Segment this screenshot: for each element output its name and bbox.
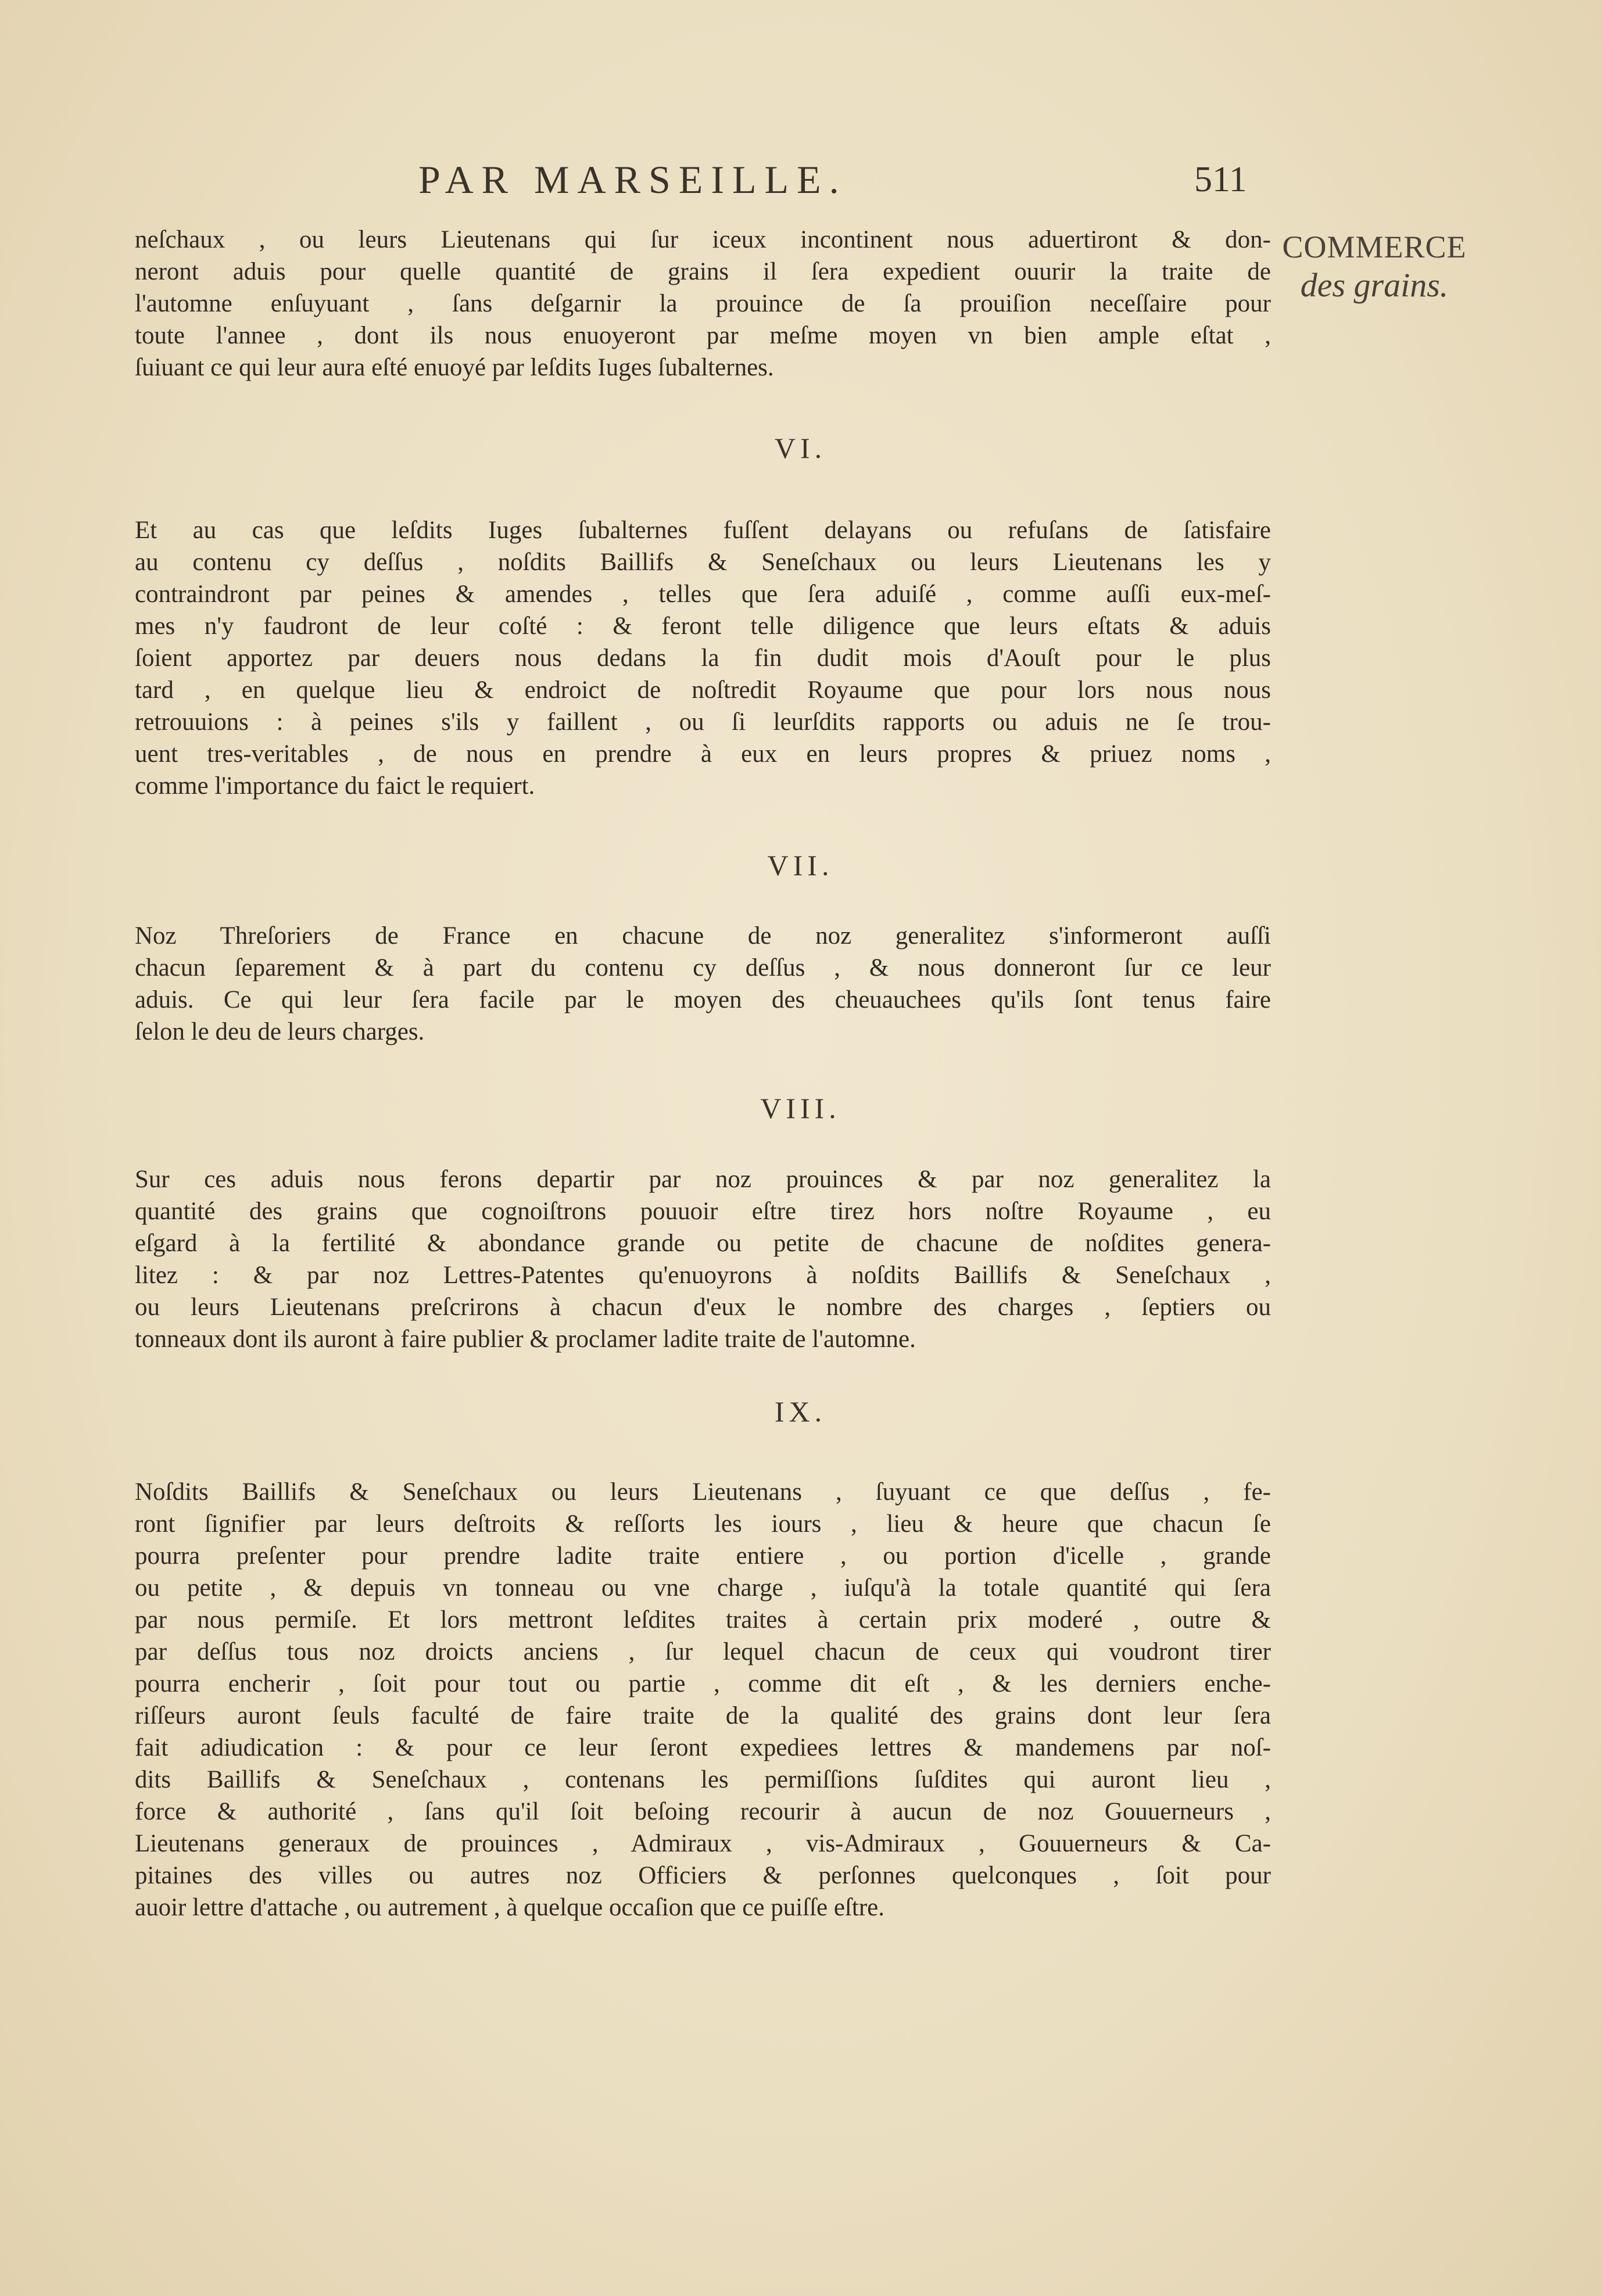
text-line: pourra preſenter pour prendre ladite traite entiere , ou portion d'icelle , grande	[135, 1542, 1271, 1570]
section-heading-vi: VI.	[774, 432, 827, 464]
running-title: PAR MARSEILLE.	[418, 157, 847, 202]
text-line: eſgard à la fertilité & abondance grande ou petite de chacune de noſdites genera-	[135, 1230, 1271, 1257]
text-line: contraindront par peines & amendes , telles que ſera aduiſé , comme auſſi eux-meſ-	[135, 581, 1271, 608]
text-line: Et au cas que leſdits Iuges ſubalternes fuſſent delayans ou refuſans de ſatisfaire	[135, 517, 1271, 544]
text-line: force & authorité , ſans qu'il ſoit beſoing recourir à aucun de noz Gouuerneurs ,	[135, 1798, 1271, 1825]
page-number: 511	[1194, 160, 1247, 199]
section-heading-viii: VIII.	[760, 1092, 841, 1124]
paragraph	[135, 1163, 1271, 1355]
text-line: comme l'importance du faict le requiert.	[135, 772, 535, 800]
text-line: mes n'y faudront de leur coſté : & feront telle diligence que leurs eſtats & aduis	[135, 612, 1271, 640]
text-line: retrouuions : à peines s'ils y faillent , ou ſi leurſdits rapports ou aduis ne ſe trou-	[135, 708, 1271, 736]
paragraph	[135, 224, 1271, 384]
page-header	[0, 157, 1601, 221]
text-line: l'automne enſuyuant , ſans deſgarnir la prouince de ſa prouiſion neceſſaire pour	[135, 290, 1271, 317]
text-line: ſoient apportez par deuers nous dedans la fin dudit mois d'Aouſt pour le plus	[135, 644, 1271, 672]
text-line: par nous permiſe. Et lors mettront leſdites traites à certain prix moderé , outre &	[135, 1606, 1271, 1634]
paragraph-vii	[135, 920, 1271, 1048]
text-line: Noſdits Baillifs & Seneſchaux ou leurs Lieutenans , ſuyuant ce que deſſus , fe-	[135, 1478, 1271, 1506]
text-line: uent tres-veritables , de nous en prendre à eux en leurs propres & priuez noms ,	[135, 740, 1271, 768]
text-line: riſſeurs auront ſeuls faculté de faire traite de la qualité des grains dont leur ſera	[135, 1702, 1271, 1729]
text-line: pourra encherir , ſoit pour tout ou partie , comme dit eſt , & les derniers enche-	[135, 1670, 1271, 1697]
text-line: auoir lettre d'attache , ou autrement , à quelque occaſion que ce puiſſe eſtre.	[135, 1894, 884, 1921]
text-line: neſchaux , ou leurs Lieutenans qui ſur iceux incontinent nous aduertiront & don-	[135, 226, 1271, 253]
text-line: litez : & par noz Lettres-Patentes qu'enuoyrons à noſdits Baillifs & Seneſchaux ,	[135, 1262, 1271, 1289]
text-line: Noz Threſoriers de France en chacune de noz generalitez s'informeront auſſi	[135, 922, 1271, 950]
margin-note	[1276, 228, 1473, 305]
text-line: dits Baillifs & Seneſchaux , contenans les permiſſions ſuſdites qui auront lieu ,	[135, 1766, 1271, 1793]
text-line: chacun ſeparement & à part du contenu cy deſſus , & nous donneront ſur ce leur	[135, 954, 1271, 982]
paragraph	[135, 514, 1271, 802]
section-heading-vii: VII.	[767, 849, 834, 882]
paragraph-continuation	[135, 224, 1271, 384]
text-line: ou leurs Lieutenans preſcrirons à chacun d'eux le nombre des charges , ſeptiers ou	[135, 1294, 1271, 1321]
text-line: fait adiudication : & pour ce leur ſeront expediees lettres & mandemens par noſ-	[135, 1734, 1271, 1761]
text-line: au contenu cy deſſus , noſdits Baillifs & Seneſchaux ou leurs Lieutenans les y	[135, 549, 1271, 576]
paragraph-viii	[135, 1163, 1271, 1355]
text-line: aduis. Ce qui leur ſera facile par le moyen des cheuauchees qu'ils ſont tenus faire	[135, 986, 1271, 1013]
paragraph	[135, 920, 1271, 1048]
paragraph	[135, 1476, 1271, 1924]
margin-note-line1: COMMERCE	[1282, 230, 1467, 264]
text-line: tonneaux dont ils auront à faire publier & proclamer ladite traite de l'automne.	[135, 1326, 916, 1353]
text-line: pitaines des villes ou autres noz Officiers & perſonnes quelconques , ſoit pour	[135, 1862, 1271, 1889]
text-line: Sur ces aduis nous ferons departir par noz prouinces & par noz generalitez la	[135, 1166, 1271, 1193]
margin-note-line2: des grains.	[1300, 266, 1449, 304]
text-line: Lieutenans generaux de prouinces , Admiraux , vis-Admiraux , Gouuerneurs & Ca-	[135, 1830, 1271, 1857]
text-line: ront ſignifier par leurs deſtroits & reſſorts les iours , lieu & heure que chacun ſe	[135, 1510, 1271, 1538]
paragraph-vi	[135, 514, 1271, 802]
section-heading-ix: IX.	[774, 1395, 827, 1428]
text-line: ſelon le deu de leurs charges.	[135, 1018, 425, 1045]
text-line: par deſſus tous noz droicts anciens , ſur lequel chacun de ceux qui voudront tirer	[135, 1638, 1271, 1665]
text-line: neront aduis pour quelle quantité de grains il ſera expedient ouurir la traite de	[135, 258, 1271, 285]
text-line: quantité des grains que cognoiſtrons pouuoir eſtre tirez hors noſtre Royaume , eu	[135, 1198, 1271, 1225]
text-line: tard , en quelque lieu & endroict de noſtredit Royaume que pour lors nous nous	[135, 676, 1271, 704]
text-line: ſuiuant ce qui leur aura eſté enuoyé par leſdits Iuges ſubalternes.	[135, 354, 774, 381]
text-line: toute l'annee , dont ils nous enuoyeront par meſme moyen vn bien ample eſtat ,	[135, 322, 1271, 349]
paragraph-ix	[135, 1476, 1271, 1924]
text-line: ou petite , & depuis vn tonneau ou vne charge , iuſqu'à la totale quantité qui ſera	[135, 1574, 1271, 1602]
